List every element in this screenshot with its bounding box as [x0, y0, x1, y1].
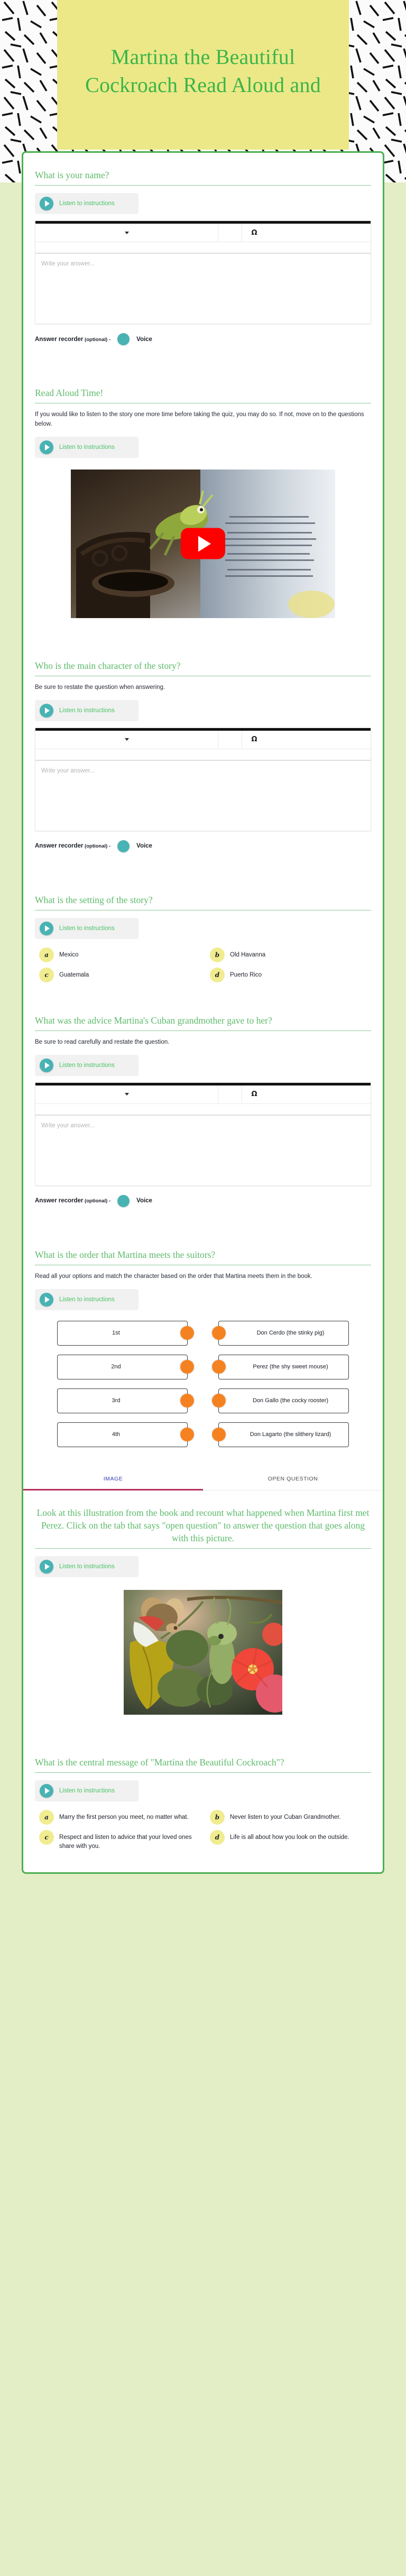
listen-button-label: Listen to instructions — [59, 1296, 115, 1303]
match-left-4[interactable] — [57, 1422, 188, 1447]
listen-to-instructions-button[interactable] — [35, 437, 139, 458]
recorder-voice-label: Voice — [136, 336, 152, 343]
illustration-tabs — [23, 1468, 383, 1491]
option-text: Mexico — [59, 952, 79, 958]
question-subtitle: Be sure to read carefully and restate the question. — [35, 1039, 170, 1046]
question-subtitle: Be sure to restate the question when answering. — [35, 684, 165, 691]
answer-editor[interactable] — [35, 1082, 371, 1186]
question-title: What was the advice Martina's Cuban grandmother gave to her? — [35, 1015, 272, 1026]
answer-textarea[interactable]: Write your answer... — [41, 261, 95, 268]
play-icon — [40, 1293, 53, 1307]
option-text: Puerto Rico — [230, 972, 262, 978]
chevron-down-icon — [125, 738, 129, 741]
omega-icon: Ω — [251, 1090, 257, 1099]
mcq-option-d[interactable] — [210, 1830, 371, 1851]
special-character-button[interactable] — [242, 735, 266, 743]
listen-to-instructions-button[interactable] — [35, 1556, 139, 1577]
match-right-1[interactable] — [218, 1321, 349, 1346]
special-character-button[interactable] — [242, 1090, 266, 1098]
question-title: Look at this illustration from the book and recount what happened when Martina first met Perez. Click on the tab that says "open question" to answer the question that goes along with this picture. — [36, 1507, 370, 1544]
special-character-button[interactable] — [242, 229, 266, 237]
recorder-label: Answer recorder (optional) - — [35, 336, 111, 343]
match-right-3[interactable] — [218, 1388, 349, 1413]
section-suitor-order — [23, 1232, 383, 1447]
section-illustration — [23, 1491, 383, 1715]
mcq-option-d[interactable] — [210, 968, 371, 982]
editor-toolbar-secondary — [35, 749, 371, 761]
book-illustration — [124, 1590, 282, 1715]
chevron-down-icon — [125, 1093, 129, 1096]
editor-toolbar-secondary — [35, 242, 371, 254]
listen-button-label: Listen to instructions — [59, 1563, 115, 1570]
mcq-option-b[interactable] — [210, 947, 371, 962]
play-icon — [40, 1784, 53, 1798]
match-left-3[interactable] — [57, 1388, 188, 1413]
recorder-label: Answer recorder (optional) - — [35, 1198, 111, 1204]
mcq-option-c[interactable] — [39, 968, 200, 982]
match-connector-knob[interactable] — [212, 1326, 226, 1340]
play-icon — [40, 1560, 53, 1574]
match-right-label: Don Gallo (the cocky rooster) — [252, 1397, 329, 1404]
section-central-message — [23, 1740, 383, 1851]
divider — [35, 1548, 371, 1549]
match-connector-knob[interactable] — [212, 1394, 226, 1407]
answer-editor[interactable] — [35, 728, 371, 831]
match-connector-knob[interactable] — [180, 1326, 194, 1340]
matching-grid — [35, 1321, 371, 1447]
page-header — [57, 0, 349, 150]
match-left-label: 3rd — [112, 1397, 121, 1404]
match-connector-knob[interactable] — [212, 1360, 226, 1374]
listen-button-label: Listen to instructions — [59, 1062, 115, 1069]
mcq-options — [35, 1810, 371, 1851]
play-icon — [40, 1059, 53, 1072]
match-left-label: 1st — [112, 1329, 120, 1336]
editor-toolbar-secondary — [35, 1104, 371, 1116]
option-letter-bubble: d — [210, 1830, 225, 1845]
option-letter-bubble: c — [39, 968, 54, 982]
tab-open-question[interactable]: OPEN QUESTION — [267, 1475, 318, 1482]
play-icon — [40, 922, 53, 935]
question-title: Who is the main character of the story? — [35, 660, 181, 671]
option-text: Old Havanna — [230, 952, 266, 958]
option-letter-bubble: c — [39, 1830, 54, 1845]
match-left-label: 2nd — [111, 1363, 121, 1370]
play-icon — [40, 704, 53, 717]
listen-button-label: Listen to instructions — [59, 1788, 115, 1795]
mcq-option-b[interactable] — [210, 1810, 371, 1825]
editor-format-dropdown[interactable] — [35, 1093, 218, 1096]
match-left-2[interactable] — [57, 1355, 188, 1379]
section-grandmother-advice — [23, 998, 383, 1207]
question-title: What is the setting of the story? — [35, 894, 153, 905]
tab-image[interactable]: IMAGE — [23, 1468, 203, 1491]
youtube-play-button[interactable] — [181, 528, 225, 559]
option-letter-bubble: b — [210, 1810, 225, 1825]
match-right-label: Perez (the shy sweet mouse) — [253, 1363, 328, 1370]
mcq-option-a[interactable] — [39, 947, 200, 962]
mcq-options — [35, 947, 371, 982]
omega-icon: Ω — [251, 735, 257, 744]
section-main-character — [23, 643, 383, 852]
option-text: Never listen to your Cuban Grandmother. — [230, 1814, 341, 1821]
match-right-4[interactable] — [218, 1422, 349, 1447]
match-connector-knob[interactable] — [212, 1428, 226, 1441]
listen-to-instructions-button[interactable] — [35, 700, 139, 721]
match-right-2[interactable] — [218, 1355, 349, 1379]
option-text: Marry the first person you meet, no matter what. — [59, 1814, 189, 1821]
listen-to-instructions-button[interactable] — [35, 918, 139, 939]
option-text: Respect and listen to advice that your loved ones share with you. — [59, 1834, 192, 1850]
divider — [35, 185, 371, 186]
play-icon — [40, 440, 53, 454]
option-letter-bubble: a — [39, 947, 54, 962]
play-icon — [40, 197, 53, 210]
listen-to-instructions-button[interactable] — [35, 193, 139, 214]
answer-editor[interactable] — [35, 220, 371, 324]
answer-recorder — [35, 333, 371, 345]
question-title: What is the order that Martina meets the suitors? — [35, 1249, 216, 1260]
record-button[interactable] — [117, 1195, 130, 1207]
mcq-option-a[interactable] — [39, 1810, 200, 1825]
option-text: Guatemala — [59, 972, 89, 978]
recorder-label: Answer recorder (optional) - — [35, 843, 111, 850]
question-title: What is the central message of "Martina the Beautiful Cockroach"? — [35, 1757, 284, 1768]
match-connector-knob[interactable] — [180, 1360, 194, 1374]
editor-toolbar[interactable] — [35, 224, 371, 242]
match-right-label: Don Cerdo (the stinky pig) — [256, 1329, 325, 1336]
youtube-video-embed[interactable] — [71, 470, 335, 618]
listen-button-label: Listen to instructions — [59, 200, 115, 207]
match-left-label: 4th — [112, 1431, 121, 1438]
listen-to-instructions-button[interactable] — [35, 1780, 139, 1801]
match-left-1[interactable] — [57, 1321, 188, 1346]
listen-button-label: Listen to instructions — [59, 444, 115, 450]
match-connector-knob[interactable] — [180, 1394, 194, 1407]
listen-to-instructions-button[interactable] — [35, 1289, 139, 1310]
question-subtitle: Read all your options and match the character based on the order that Martina meets them in the book. — [35, 1273, 312, 1280]
option-text: Life is all about how you look on the outside. — [230, 1834, 349, 1841]
chevron-down-icon — [125, 232, 129, 234]
recorder-voice-label: Voice — [136, 1198, 152, 1204]
match-connector-knob[interactable] — [180, 1428, 194, 1441]
quiz-card — [22, 151, 384, 1874]
section-read-aloud — [23, 371, 383, 618]
question-title: Read Aloud Time! — [35, 388, 104, 399]
answer-textarea[interactable]: Write your answer... — [41, 767, 95, 774]
page-title: Martina the Beautiful Cockroach Read Aloud and — [85, 44, 321, 97]
section-setting — [23, 878, 383, 982]
editor-toolbar[interactable] — [35, 1085, 371, 1104]
question-subtitle: If you would like to listen to the story one more time before taking the quiz, you may do so. If not, move on to the questions below. — [35, 411, 364, 428]
listen-button-label: Listen to instructions — [59, 707, 115, 714]
option-letter-bubble: a — [39, 1810, 54, 1825]
editor-format-dropdown[interactable] — [35, 232, 218, 234]
match-right-label: Don Lagarto (the slithery lizard) — [250, 1431, 331, 1438]
mcq-option-c[interactable] — [39, 1830, 200, 1851]
answer-textarea[interactable]: Write your answer... — [41, 1122, 95, 1129]
omega-icon: Ω — [251, 228, 257, 237]
section-name — [23, 153, 383, 345]
answer-recorder — [35, 1195, 371, 1207]
option-letter-bubble: d — [210, 968, 225, 982]
question-title: What is your name? — [35, 170, 109, 180]
record-button[interactable] — [117, 333, 130, 345]
listen-to-instructions-button[interactable] — [35, 1055, 139, 1076]
answer-recorder — [35, 840, 371, 852]
editor-format-dropdown[interactable] — [35, 738, 218, 741]
divider — [35, 1772, 371, 1773]
record-button[interactable] — [117, 840, 130, 852]
editor-toolbar[interactable] — [35, 731, 371, 749]
option-letter-bubble: b — [210, 947, 225, 962]
listen-button-label: Listen to instructions — [59, 925, 115, 932]
recorder-voice-label: Voice — [136, 843, 152, 850]
